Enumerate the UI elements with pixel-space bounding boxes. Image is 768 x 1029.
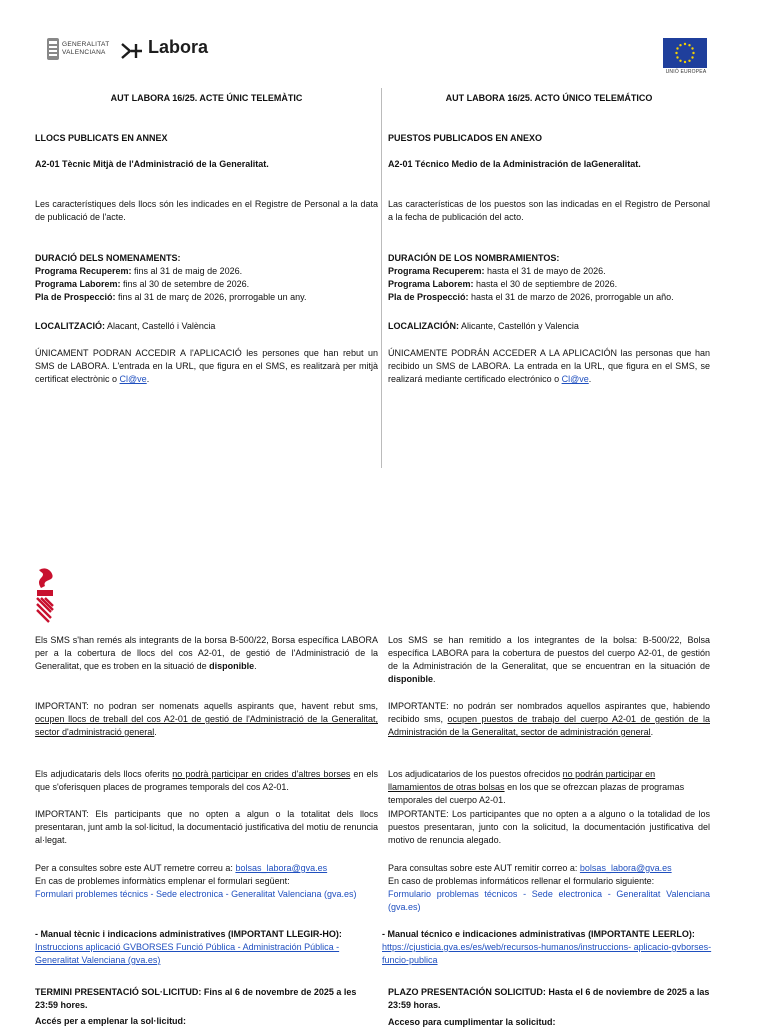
right-access-text bbox=[388, 347, 710, 386]
left-consult-line2: En cas de problemes informàtics emplenar el formulari següent: bbox=[35, 876, 290, 886]
left-manual-link[interactable]: Instruccions aplicació GVBORSES Funció Pública - Administración Pública - Generalitat Valenciana (gva.es) bbox=[35, 942, 340, 965]
right-location-label: LOCALIZACIÓN: bbox=[388, 321, 459, 331]
left-duration-heading: DURACIÓ DELS NOMENAMENTS: bbox=[35, 253, 181, 263]
left-location-text: Alacant, Castelló i València bbox=[105, 321, 216, 331]
right-adjudicatarios bbox=[388, 768, 710, 807]
right-access-end: . bbox=[588, 374, 592, 384]
right-sms-body: Los SMS se han remitido a los integrantes de la bolsa: B-500/22, Bolsa específica LABORA para la cobertura de puestos del cuerpo A2-01, de gestión de la Administración de la Generalitat, que se encuentran en la situación de bbox=[388, 635, 710, 671]
generalitat-line1: GENERALITAT bbox=[62, 41, 110, 48]
left-important-1-underlined: ocupen llocs de treball del cos A2-01 de gestió de l'Administració de la Generalitat, sector d'administració general bbox=[35, 714, 378, 737]
left-post-name: A2-01 Tècnic Mitjà de l'Administració de la Generalitat. bbox=[35, 159, 269, 169]
left-access-body: ÚNICAMENT PODRAN ACCEDIR A l'APLICACIÓ les persones que han rebut un SMS de LABORA. L'entrada en la URL, que figura en el SMS, es realitzarà per mitjà certificat electrònic o bbox=[35, 348, 378, 384]
right-form-link[interactable]: Formulario problemas técnicos - Sede electronica - Generalitat Valenciana (gva.es) bbox=[388, 889, 710, 912]
generalitat-crest-icon bbox=[46, 36, 60, 62]
left-manual-heading: - Manual tècnic i indicacions administratives (IMPORTANT LLEGIR-HO): bbox=[35, 929, 342, 939]
right-adjud-end: en los que se ofrezcan plazas de programas temporales del cuerpo A2-01. bbox=[388, 782, 685, 805]
right-sms-end: . bbox=[433, 674, 436, 684]
right-manual-block bbox=[382, 928, 712, 967]
left-important-1-pre: IMPORTANT: no podran ser nomenats aquells aspirants que, havent rebut sms, bbox=[35, 701, 378, 711]
right-program-3-label: Pla de Prospecció: bbox=[388, 292, 469, 302]
left-adjudicataris bbox=[35, 768, 378, 794]
right-posts-heading: PUESTOS PUBLICADOS EN ANEXO bbox=[388, 133, 543, 143]
left-important-1-end: . bbox=[154, 727, 157, 737]
right-adjud-pre: Los adjudicatarios de los puestos ofrecidos bbox=[388, 769, 563, 779]
left-adjud-underlined: no podrà participar en crides d'altres borses bbox=[172, 769, 351, 779]
right-consult-line bbox=[388, 862, 710, 875]
right-program-3-text: hasta el 31 de marzo de 2026, prorrogable un año. bbox=[468, 292, 674, 302]
left-important-2: IMPORTANT: Els participants que no opten a algun o la totalitat dels llocs presentaran, junt amb la sol·licitud, la documentació justificativa del motiu de renuncia al·legat. bbox=[35, 809, 378, 845]
right-consult-pre: Para consultas sobre este AUT remitir correo a: bbox=[388, 863, 580, 873]
left-adjud-pre: Els adjudicataris dels llocs oferits bbox=[35, 769, 173, 779]
column-divider bbox=[381, 88, 382, 468]
left-clave-link[interactable]: Cl@ve bbox=[119, 374, 147, 384]
left-program-1 bbox=[35, 265, 378, 278]
right-adjud-underlined: no podrán participar en llamamientos de otras bolsas bbox=[388, 769, 656, 792]
right-sms-available: disponible bbox=[388, 674, 433, 684]
right-program-1-text: hasta el 31 de mayo de 2026. bbox=[484, 266, 606, 276]
right-consult-line2: En caso de problemas informáticos rellenar el formulario siguiente: bbox=[388, 876, 655, 886]
right-duration-block bbox=[388, 252, 710, 304]
right-clave-link[interactable]: Cl@ve bbox=[561, 374, 589, 384]
right-title: AUT LABORA 16/25. ACTO ÚNICO TELEMÁTICO bbox=[445, 93, 653, 103]
right-important-1-pre: IMPORTANTE: no podrán ser nombrados aquellos aspirantes que, habiendo recibido sms, bbox=[388, 701, 710, 724]
left-program-2-label: Programa Laborem: bbox=[35, 279, 121, 289]
generalitat-emblem-icon bbox=[35, 568, 57, 624]
left-sms-available: disponible bbox=[209, 661, 255, 671]
labora-mark-icon bbox=[120, 40, 144, 62]
eu-flag-icon bbox=[663, 38, 707, 68]
right-deadline: PLAZO PRESENTACIÓN SOLICITUD: Hasta el 6 de noviembre de 2025 a las 23:59 horas. bbox=[388, 987, 710, 1010]
generalitat-line2: VALENCIANA bbox=[62, 49, 106, 56]
right-manual-link[interactable]: https://cjusticia.gva.es/es/web/recursos-humanos/instruccions- aplicacio-gvborses-funcio-publica bbox=[382, 942, 712, 965]
right-important-2: IMPORTANTE: Los participantes que no opten a a alguno o la totalidad de los puestos presentaran, junto con la solicitud, la documentación justificativa del motivo de renuncia alegado. bbox=[388, 809, 710, 845]
right-features: Las características de los puestos son las indicadas en el Registro de Personal a la fecha de publicación del acto. bbox=[388, 199, 710, 222]
left-consult-pre: Per a consultes sobre este AUT remetre correu a: bbox=[35, 863, 236, 873]
left-program-1-label: Programa Recuperem: bbox=[35, 266, 132, 276]
generalitat-wordmark bbox=[62, 41, 109, 57]
right-program-1 bbox=[388, 265, 710, 278]
left-posts-heading: LLOCS PUBLICATS EN ANNEX bbox=[35, 133, 168, 143]
right-program-3 bbox=[388, 291, 710, 304]
left-sms-end: . bbox=[254, 661, 257, 671]
right-program-2-label: Programa Laborem: bbox=[388, 279, 474, 289]
right-program-2-text: hasta el 30 de septiembre de 2026. bbox=[473, 279, 618, 289]
left-access-end: . bbox=[146, 374, 150, 384]
right-important-1-end: . bbox=[650, 727, 654, 737]
left-form-link[interactable]: Formulari problemes técnics - Sede electronica - Generalitat Valenciana (gva.es) bbox=[35, 889, 357, 899]
left-location-label: LOCALITZACIÓ: bbox=[35, 321, 105, 331]
right-important-1-underlined: ocupen puestos de trabajo del cuerpo A2-01 de gestión de la Administración de la Generalitat, sector de administración general bbox=[388, 714, 710, 737]
right-manual-heading: - Manual técnico e indicaciones administrativas (IMPORTANTE LEERLO): bbox=[382, 929, 695, 939]
left-program-2 bbox=[35, 278, 378, 291]
right-access-body: ÚNICAMENTE PODRÁN ACCEDER A LA APLICACIÓN las personas que han recibido un SMS de LABORA. La entrada en la URL, que figura en el SMS, se realizará mediante certificado electrónico o bbox=[388, 348, 710, 384]
left-email-link[interactable]: bolsas_labora@gva.es bbox=[235, 863, 328, 873]
right-location-text: Alicante, Castellón y Valencia bbox=[459, 321, 579, 331]
left-sms-body: Els SMS s'han remés als integrants de la borsa B-500/22, Borsa específica LABORA per a la cobertura de llocs del cos A2-01, de gestió de l'Administració de la Generalitat, que es troben en la situació de bbox=[35, 635, 378, 671]
right-sms-text bbox=[388, 634, 710, 686]
right-program-2 bbox=[388, 278, 710, 291]
left-program-3-label: Pla de Prospecció: bbox=[35, 292, 116, 302]
left-title: AUT LABORA 16/25. ACTE ÚNIC TELEMÀTIC bbox=[110, 93, 303, 103]
left-program-3 bbox=[35, 291, 378, 304]
left-features: Les característiques dels llocs són les indicades en el Registre de Personal a la data de publicació de l'acte. bbox=[35, 199, 378, 222]
left-important-1 bbox=[35, 700, 378, 739]
right-program-1-label: Programa Recuperem: bbox=[388, 266, 485, 276]
eu-label: UNIÓ EUROPEA bbox=[665, 69, 707, 75]
left-sms-text bbox=[35, 634, 378, 673]
left-location bbox=[35, 320, 378, 333]
left-consult-line bbox=[35, 862, 378, 875]
right-email-link[interactable]: bolsas_labora@gva.es bbox=[579, 863, 672, 873]
right-location bbox=[388, 320, 710, 333]
labora-wordmark: Labora bbox=[148, 37, 209, 57]
left-adjud-end: en els que s'oferisquen places de programes temporals del cos A2-01. bbox=[35, 769, 378, 792]
left-consult-block bbox=[35, 862, 378, 901]
left-manual-block bbox=[35, 928, 378, 967]
left-program-1-text: fins al 31 de maig de 2026. bbox=[131, 266, 243, 276]
right-consult-block bbox=[388, 862, 710, 914]
right-access-form: Acceso para cumplimentar la solicitud: bbox=[388, 1017, 556, 1027]
left-program-3-text: fins al 31 de març de 2026, prorrogable un any. bbox=[115, 292, 307, 302]
right-duration-heading: DURACIÓN DE LOS NOMBRAMIENTOS: bbox=[388, 253, 560, 263]
left-access-text bbox=[35, 347, 378, 386]
right-post-name: A2-01 Técnico Medio de la Administración de laGeneralitat. bbox=[388, 159, 641, 169]
right-important-1 bbox=[388, 700, 710, 739]
left-duration-block bbox=[35, 252, 378, 304]
generalitat-labora-logo bbox=[44, 36, 209, 76]
left-deadline: TERMINI PRESENTACIÓ SOL·LICITUD: Fins al 6 de novembre de 2025 a les 23:59 hores. bbox=[35, 987, 357, 1010]
left-access-form: Accés per a emplenar la sol·licitud: bbox=[35, 1016, 187, 1026]
left-program-2-text: fins al 30 de setembre de 2026. bbox=[120, 279, 250, 289]
